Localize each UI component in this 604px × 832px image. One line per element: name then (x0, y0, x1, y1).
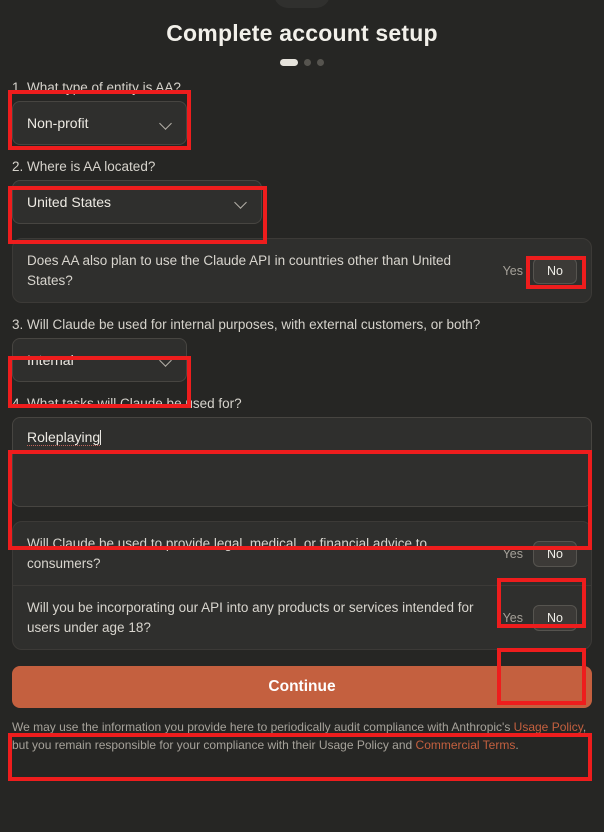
disclaimer-part-2: , but you remain responsible for your compliance with their Usage Policy and (12, 720, 587, 753)
minors-row (13, 585, 591, 649)
page-title: Complete account setup (166, 20, 438, 46)
minors-no[interactable]: No (533, 605, 577, 631)
location-value: United States (27, 194, 112, 210)
question-2-label: 2. Where is AA located? (12, 159, 156, 174)
other-countries-no[interactable]: No (533, 258, 577, 284)
step-indicator (12, 59, 592, 66)
chevron-down-icon (160, 117, 172, 129)
entity-type-value: Non-profit (27, 115, 89, 131)
tasks-value: Roleplaying (27, 429, 101, 446)
other-countries-text: Does AA also plan to use the Claude API in countries other than United States? (27, 253, 452, 288)
disclaimer-part-3: . (515, 738, 519, 753)
chevron-down-icon (235, 196, 247, 208)
other-countries-toggle[interactable] (503, 258, 577, 284)
question-3-label: 3. Will Claude be used for internal purposes, with external customers, or both? (12, 317, 481, 333)
advice-text: Will Claude be used to provide legal, medical, or financial advice to consumers? (27, 536, 427, 571)
window-notch (274, 0, 330, 8)
advice-toggle[interactable] (503, 541, 577, 567)
disclaimer (12, 718, 592, 754)
step-dot-3 (317, 59, 324, 66)
step-dot-1 (280, 59, 298, 66)
other-countries-row (12, 238, 592, 303)
usage-scope-value: Internal (27, 352, 74, 369)
question-1-label: 1. What type of entity is AA? (12, 80, 181, 95)
location-select[interactable] (12, 180, 262, 224)
usage-policy-link[interactable]: Usage Policy (513, 720, 583, 735)
other-countries-yes[interactable]: Yes (502, 263, 524, 278)
usage-scope-select[interactable] (12, 338, 187, 382)
advice-no[interactable]: No (533, 541, 577, 567)
entity-type-select[interactable] (12, 101, 187, 145)
minors-toggle[interactable] (503, 605, 577, 631)
disclaimer-part-1: We may use the information you provide here to periodically audit compliance with Anthropic's (12, 720, 514, 735)
advice-row (13, 522, 591, 585)
advice-yes[interactable]: Yes (502, 546, 524, 561)
text-caret (100, 430, 101, 445)
compliance-questions (12, 521, 592, 650)
chevron-down-icon (160, 354, 172, 366)
question-4-label: 4. What tasks will Claude be used for? (12, 396, 242, 412)
step-dot-2 (304, 59, 311, 66)
minors-yes[interactable]: Yes (502, 610, 524, 625)
tasks-textarea[interactable] (12, 417, 592, 507)
commercial-terms-link[interactable]: Commercial Terms (415, 738, 516, 753)
continue-button[interactable]: Continue (12, 666, 592, 708)
minors-text: Will you be incorporating our API into any products or services intended for users under age 18? (27, 600, 474, 635)
